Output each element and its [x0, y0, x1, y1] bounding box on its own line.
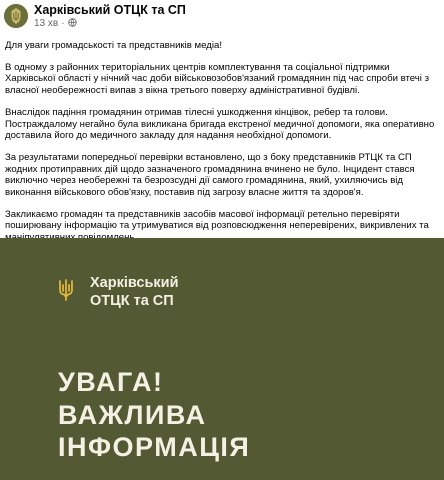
- image-brand-name: Харківський ОТЦК та СП: [90, 275, 179, 309]
- trident-icon: [58, 279, 74, 301]
- post-meta: 13 хв ·: [34, 18, 77, 29]
- post-time[interactable]: 13 хв: [34, 18, 59, 29]
- post-paragraph: Для уваги громадськості та представників медіа!: [5, 40, 222, 51]
- post-text: [5, 40, 437, 254]
- page-avatar[interactable]: [4, 4, 28, 28]
- page-name-link[interactable]: Харківський ОТЦК та СП: [34, 3, 186, 17]
- post-image[interactable]: [0, 238, 444, 480]
- globe-icon[interactable]: [68, 18, 77, 27]
- post-header: [0, 0, 444, 34]
- post-paragraph: Внаслідок падіння громадянин отримав тілесні ушкодження кінцівок, ребер та голови. Постраждалому негайно була викликана бригада екстреної медичної допомоги, яка оперативно доставила його до медичного закладу для надання необхідної допомоги.: [5, 106, 435, 142]
- post-paragraph: За результатами попередньої перевірки встановлено, що з боку представників РТЦК та СП жодних протиправних дій щодо зазначеного громадянина вчинено не було. Інцидент стався виключно через необережні та безрозсудні дії самого громадянина, який, ухиляючись від виконання військового обов'язку, поставив під загрозу власне життя та здоров'я.: [5, 151, 415, 199]
- post-paragraph: В одному з районних територіальних центрів комплектування та соціальної підтримки Харківської області у нічний час доби військовозобов'язаний громадянин під час спроби втечі з власної необережності випав з вікна третього поверху адміністративної будівлі.: [5, 61, 429, 97]
- post-paragraph: Закликаємо громадян та представників засобів масової інформації ретельно перевіряти поширювану інформацію та утримуватися від розповсюдження неперевірених, викривлених та: [5, 208, 429, 232]
- image-headline: УВАГА! ВАЖЛИВА ІНФОРМАЦІЯ: [58, 367, 251, 462]
